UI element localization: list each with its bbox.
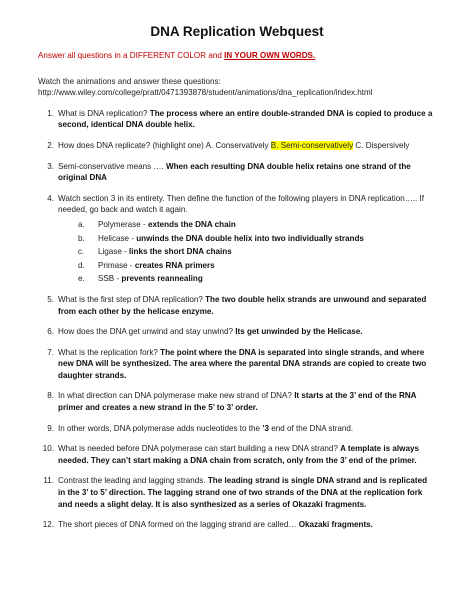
question-number: 5. <box>47 294 54 304</box>
question-10 <box>38 443 436 466</box>
question-3 <box>38 161 436 184</box>
question-text: Contrast the leading and lagging strands. <box>58 476 208 486</box>
answer-text: ’3 <box>262 423 270 433</box>
question-number: 9. <box>47 423 54 433</box>
item-answer: creates RNA primers <box>134 260 215 270</box>
page-title: DNA Replication Webquest <box>150 24 324 39</box>
question-text: What is DNA replication? <box>58 108 150 118</box>
question-1 <box>38 108 436 131</box>
question-number: 2. <box>47 140 54 150</box>
highlighted-choice: B. Semi-conservatively <box>270 140 354 150</box>
question-number: 3. <box>47 161 54 171</box>
list-item <box>58 260 436 272</box>
question-8 <box>38 390 436 413</box>
answer-text: The process where an entire double-stranded DNA is copied to produce a second, identical DNA double helix. <box>58 108 433 130</box>
question-number: 10. <box>42 444 54 454</box>
question-text-tail: C. Dispersively <box>353 140 410 150</box>
question-text: Watch section 3 in its entirety. Then define the function of the following players in DNA replication….. If needed, go back and watch it again. <box>58 193 425 215</box>
question-4 <box>38 193 436 285</box>
item-term: Ligase - <box>98 247 130 257</box>
replication-players-list <box>58 219 436 285</box>
question-text: What is the replication fork? <box>58 347 161 357</box>
question-12 <box>38 519 436 531</box>
question-9 <box>38 423 436 435</box>
answer-text: The point where the DNA is separated into single strands, and where new DNA will be synthesized. The area where the parental DNA strands are copied to create two daughter strands. <box>58 347 427 380</box>
animation-url[interactable]: http://www.wiley.com/college/pratt/0471393878/student/animations/dna_replication/index.html <box>38 88 373 98</box>
item-answer: links the short DNA chains <box>129 247 232 257</box>
question-6 <box>38 326 436 338</box>
list-item <box>58 246 436 258</box>
question-text-tail: end of the DNA strand. <box>269 423 354 433</box>
answer-text: A template is always needed. They can’t start making a DNA chain from scratch, only from the 3’ end of the primer. <box>58 444 419 465</box>
question-number: 7. <box>47 347 54 357</box>
question-number: 1. <box>47 108 54 118</box>
question-2 <box>38 140 436 152</box>
instructions-text: Answer all questions in a DIFFERENT COLOR and <box>38 51 225 60</box>
question-number: 6. <box>47 327 54 337</box>
question-text: In other words, DNA polymerase adds nucleotides to the <box>58 423 263 433</box>
question-number: 11. <box>43 476 54 486</box>
list-item <box>58 219 436 231</box>
item-term: Helicase - <box>98 233 137 243</box>
question-number: 4. <box>47 193 54 203</box>
item-letter: e. <box>78 274 85 284</box>
watch-instruction: Watch the animations and answer these questions: <box>38 76 221 86</box>
question-text: What is the first step of DNA replication? <box>58 294 206 304</box>
question-number: 12. <box>42 520 54 530</box>
item-letter: d. <box>78 260 85 270</box>
item-letter: a. <box>78 219 85 229</box>
item-term: SSB - <box>98 274 122 284</box>
item-term: Primase - <box>98 260 135 270</box>
answer-text: The two double helix strands are unwound and separated from each other by the helicase enzyme. <box>58 294 427 316</box>
list-item <box>58 273 436 285</box>
item-answer: prevents reannealing <box>121 274 203 284</box>
item-term: Polymerase - <box>98 219 148 229</box>
instructions-emphasis: IN YOUR OWN WORDS. <box>224 51 316 60</box>
item-answer: unwinds the DNA double helix into two individually strands <box>136 233 364 243</box>
question-text: Semi-conservative means …. <box>58 161 166 171</box>
answer-text: It starts at the 3’ end of the RNA primer and creates a new strand in the 5’ to 3’ order. <box>58 391 417 413</box>
question-7 <box>38 347 436 382</box>
question-5 <box>38 294 436 317</box>
question-11 <box>38 475 436 510</box>
item-letter: b. <box>78 233 85 243</box>
question-text: The short pieces of DNA formed on the lagging strand are called… <box>58 520 299 530</box>
question-text: In what direction can DNA polymerase make new strand of DNA? <box>58 391 295 401</box>
item-answer: extends the DNA chain <box>147 219 236 229</box>
question-text: What is needed before DNA polymerase can start building a new DNA strand? <box>58 444 341 454</box>
answer-text: Okazaki fragments. <box>298 520 373 530</box>
question-text: How does the DNA get unwind and stay unwind? <box>58 327 236 337</box>
list-item <box>58 233 436 245</box>
item-letter: c. <box>78 247 85 257</box>
question-number: 8. <box>47 391 54 401</box>
answer-text: Its get unwinded by the Helicase. <box>235 327 363 337</box>
instructions <box>38 50 436 62</box>
answer-text: The leading strand is single DNA strand and is replicated in the 3’ to 5’ direction. The lagging strand one of two strands of the DNA at the replication fork and needs a slight delay. It is also synthesized as a series of Okazaki fragments. <box>58 476 428 509</box>
question-text: How does DNA replicate? (highlight one) A. Conservatively <box>58 140 271 150</box>
answer-text: When each resulting DNA double helix retains one strand of the original DNA <box>58 161 411 183</box>
